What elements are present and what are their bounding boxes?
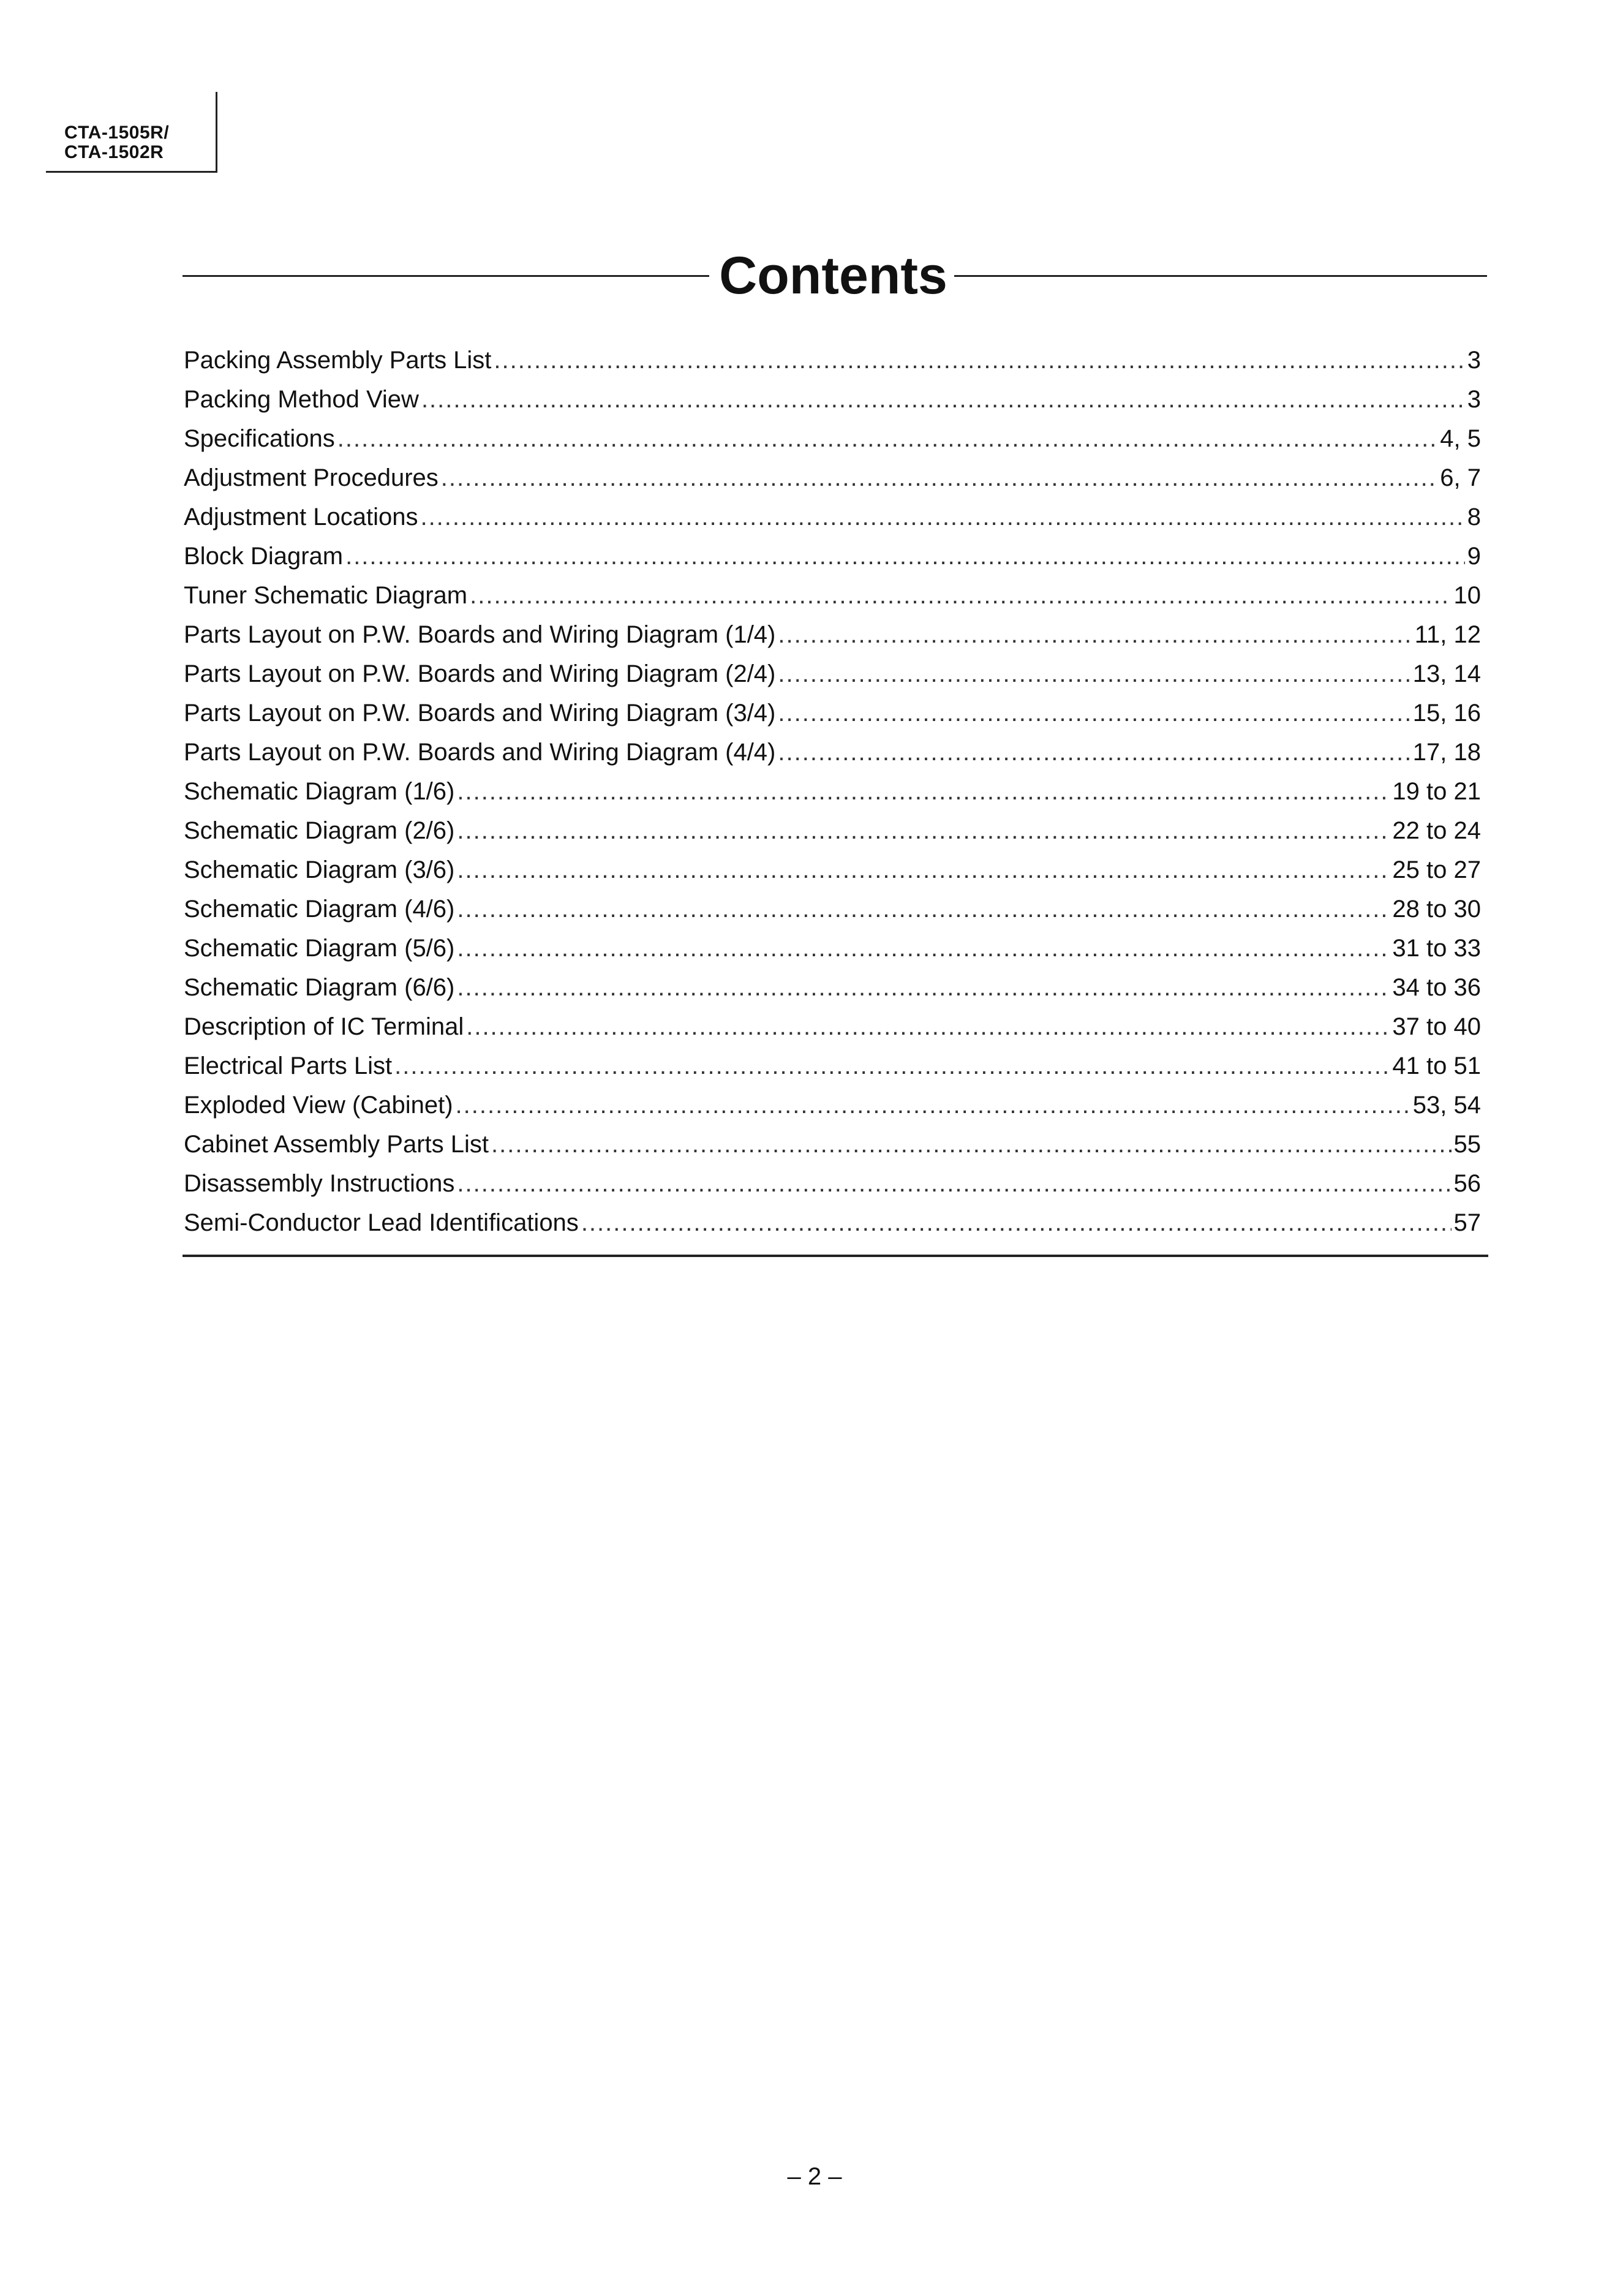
toc-entry[interactable] (184, 1086, 1481, 1125)
toc-leader-dots (778, 615, 1412, 654)
toc-entry-title: Schematic Diagram (5/6) (184, 935, 455, 962)
toc-entry[interactable] (184, 1203, 1481, 1242)
toc-entry-page: 28 to 30 (1392, 896, 1481, 923)
toc-leader-dots (778, 654, 1410, 693)
toc-leader-dots (457, 772, 1390, 811)
toc-leader-dots (457, 811, 1390, 850)
toc-entry-page: 13, 14 (1412, 660, 1481, 687)
page-number: – 2 – (787, 2163, 842, 2190)
toc-entry-page: 37 to 40 (1392, 1013, 1481, 1040)
toc-entry-title: Exploded View (Cabinet) (184, 1092, 453, 1119)
toc-entry[interactable] (184, 693, 1481, 733)
toc-entry-page: 25 to 27 (1392, 856, 1481, 883)
toc-entry[interactable] (184, 576, 1481, 615)
toc-entry[interactable] (184, 537, 1481, 576)
heading-rule-right (954, 275, 1487, 277)
toc-entry-title: Semi-Conductor Lead Identifications (184, 1209, 579, 1236)
toc-leader-dots (581, 1203, 1452, 1242)
toc-entry-page: 31 to 33 (1392, 935, 1481, 962)
toc-leader-dots (778, 693, 1410, 733)
toc-entry-page: 22 to 24 (1392, 817, 1481, 844)
toc-entry-page: 4, 5 (1440, 425, 1481, 452)
toc-entry-page: 55 (1453, 1131, 1481, 1158)
toc-leader-dots (457, 850, 1390, 889)
toc-leader-dots (421, 380, 1465, 419)
toc-entry-title: Electrical Parts List (184, 1052, 393, 1079)
contents-heading (183, 245, 1487, 306)
toc-entry-page: 9 (1467, 543, 1481, 570)
toc-entry-title: Tuner Schematic Diagram (184, 582, 468, 609)
toc-entry[interactable] (184, 1164, 1481, 1203)
toc-entry[interactable] (184, 772, 1481, 811)
toc-entry[interactable] (184, 811, 1481, 850)
toc-entry-page: 11, 12 (1414, 621, 1481, 648)
toc-entry-page: 8 (1467, 504, 1481, 531)
toc-entry-title: Parts Layout on P.W. Boards and Wiring Diagram (3/4) (184, 700, 776, 727)
toc-entry-title: Schematic Diagram (4/6) (184, 896, 455, 923)
toc-entry-title: Cabinet Assembly Parts List (184, 1131, 489, 1158)
toc-entry-title: Adjustment Locations (184, 504, 418, 531)
heading-rule-left (183, 275, 709, 277)
toc-entry-page: 53, 54 (1412, 1092, 1481, 1119)
toc-leader-dots (457, 1164, 1451, 1203)
toc-entry[interactable] (184, 419, 1481, 458)
toc-leader-dots (394, 1046, 1390, 1086)
toc-entry[interactable] (184, 341, 1481, 380)
toc-entry-title: Schematic Diagram (3/6) (184, 856, 455, 883)
toc-entry-title: Block Diagram (184, 543, 344, 570)
toc-entry[interactable] (184, 497, 1481, 537)
toc-entry-title: Schematic Diagram (2/6) (184, 817, 455, 844)
toc-entry-page: 6, 7 (1440, 464, 1481, 491)
model-number-box (46, 92, 217, 173)
toc-entry-title: Adjustment Procedures (184, 464, 439, 491)
toc-leader-dots (466, 1007, 1390, 1046)
toc-entry[interactable] (184, 1046, 1481, 1086)
toc-leader-dots (420, 497, 1464, 537)
toc-entry[interactable] (184, 968, 1481, 1007)
toc-entry-title: Parts Layout on P.W. Boards and Wiring Diagram (2/4) (184, 660, 776, 687)
toc-entry[interactable] (184, 1125, 1481, 1164)
toc-entry-page: 17, 18 (1412, 739, 1481, 766)
toc-entry[interactable] (184, 733, 1481, 772)
toc-entry-title: Description of IC Terminal (184, 1013, 464, 1040)
toc-entry-page: 3 (1467, 347, 1481, 374)
toc-entry-page: 10 (1453, 582, 1481, 609)
toc-leader-dots (457, 968, 1390, 1007)
toc-leader-dots (470, 576, 1451, 615)
toc-entry-page: 57 (1453, 1209, 1481, 1236)
toc-entry[interactable] (184, 380, 1481, 419)
toc-entry-title: Packing Method View (184, 386, 419, 413)
toc-entry-page: 19 to 21 (1392, 778, 1481, 805)
toc-entry-title: Schematic Diagram (6/6) (184, 974, 455, 1001)
toc-entry[interactable] (184, 654, 1481, 693)
contents-bottom-rule (183, 1255, 1488, 1257)
table-of-contents (184, 341, 1481, 1242)
toc-entry-page: 15, 16 (1412, 700, 1481, 727)
model-number-line-1: CTA-1505R/ (64, 123, 170, 143)
toc-leader-dots (337, 419, 1437, 458)
toc-entry-title: Specifications (184, 425, 335, 452)
toc-entry[interactable] (184, 889, 1481, 929)
toc-entry[interactable] (184, 929, 1481, 968)
toc-entry-page: 3 (1467, 386, 1481, 413)
toc-entry-page: 41 to 51 (1392, 1052, 1481, 1079)
toc-leader-dots (457, 889, 1390, 929)
toc-entry-title: Packing Assembly Parts List (184, 347, 492, 374)
toc-leader-dots (441, 458, 1438, 497)
toc-entry[interactable] (184, 615, 1481, 654)
page-title: Contents (719, 246, 947, 305)
toc-leader-dots (456, 1086, 1410, 1125)
model-number-line-2: CTA-1502R (64, 142, 164, 162)
toc-entry[interactable] (184, 1007, 1481, 1046)
toc-leader-dots (345, 537, 1465, 576)
toc-leader-dots (491, 1125, 1452, 1164)
toc-leader-dots (778, 733, 1410, 772)
toc-entry-page: 34 to 36 (1392, 974, 1481, 1001)
toc-entry-page: 56 (1453, 1170, 1481, 1197)
toc-entry[interactable] (184, 458, 1481, 497)
toc-leader-dots (494, 341, 1464, 380)
toc-entry-title: Schematic Diagram (1/6) (184, 778, 455, 805)
toc-leader-dots (457, 929, 1390, 968)
toc-entry-title: Parts Layout on P.W. Boards and Wiring Diagram (1/4) (184, 621, 776, 648)
toc-entry-title: Parts Layout on P.W. Boards and Wiring Diagram (4/4) (184, 739, 776, 766)
toc-entry[interactable] (184, 850, 1481, 889)
toc-entry-title: Disassembly Instructions (184, 1170, 455, 1197)
